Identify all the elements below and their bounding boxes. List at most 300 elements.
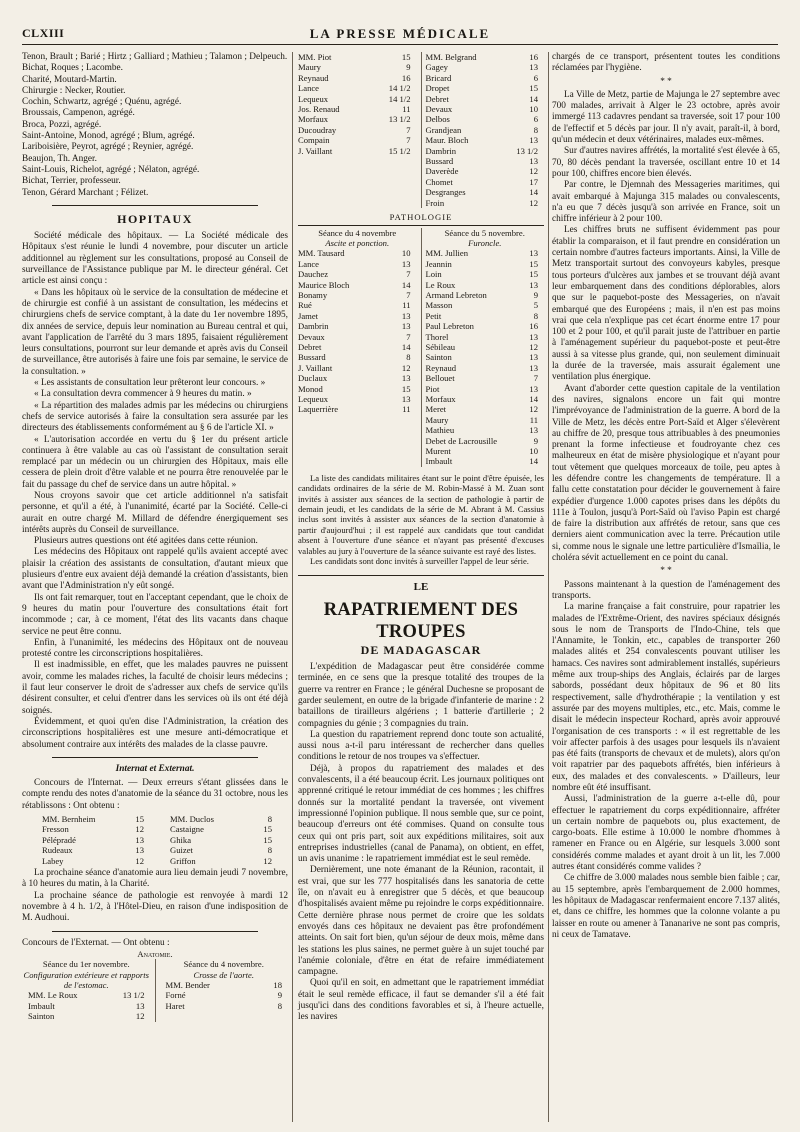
pathology-left [298, 228, 421, 467]
candidate-name: Jeannin [425, 258, 452, 269]
list-line: Tenon, Gérard Marchant ; Félizet. [22, 187, 149, 198]
candidate-name: Lance [298, 83, 319, 94]
score-row [28, 1011, 151, 1021]
candidate-score: 10 [529, 446, 538, 457]
pathology-right [421, 228, 545, 467]
candidate-score: 9 [406, 62, 411, 73]
article-continued [552, 580, 780, 942]
candidate-score: 13 [529, 362, 538, 373]
candidate-name: J. Vaillant [298, 362, 333, 373]
list-line: Bichat, Terrier, professeur. [22, 176, 121, 187]
candidate-score: 12 [529, 341, 538, 352]
internat-notes [22, 868, 288, 924]
candidate-name: Bonamy [298, 289, 328, 300]
candidate-name: Ducoudray [298, 124, 337, 135]
score-row [426, 342, 545, 352]
score-row [298, 342, 417, 352]
candidate-score: 13 [529, 248, 538, 259]
list-line: Broussais, Campenon, agrégé. [22, 108, 135, 119]
candidate-score: 15 [263, 834, 272, 845]
score-row [298, 125, 417, 135]
candidate-score: 13 [529, 279, 538, 290]
candidate-score: 7 [533, 373, 538, 384]
score-row [426, 269, 545, 279]
list-line: Saint-Antoine, Monod, agrégé ; Blum, agrégé. [22, 131, 195, 142]
score-row [426, 73, 545, 83]
candidate-name: Haret [165, 1000, 185, 1011]
score-row [426, 321, 545, 331]
candidate-score: 8 [406, 352, 411, 363]
candidate-name: Debret [298, 341, 322, 352]
surgeon-list [22, 52, 288, 199]
score-row [426, 436, 545, 446]
score-row [426, 404, 545, 414]
score-row [426, 259, 545, 269]
score-row [298, 104, 417, 114]
externat-right [155, 959, 289, 1021]
column-divider [292, 52, 293, 1122]
candidate-name: MM. Jullien [425, 248, 468, 259]
score-row [170, 814, 278, 824]
candidate-score: 13 [401, 321, 411, 332]
anatomy-scores-left [298, 52, 421, 208]
paragraph: La question du rapatriement reprend donc toute son actualité, aussi nous a-t-il paru intéressant de rechercher dans quelles conditions le retour de nos troupes va s'effectuer. [298, 729, 544, 763]
pathology-score-list [426, 248, 545, 467]
score-row [42, 845, 150, 855]
candidate-name: Guizet [170, 845, 193, 856]
candidate-name: Piot [425, 383, 440, 394]
externat-left [22, 959, 155, 1021]
score-row [426, 156, 545, 166]
candidate-score: 7 [406, 135, 411, 146]
candidate-name: Devaux [425, 104, 453, 115]
paragraph: « Dans les hôpitaux où le service de la consultation de médecine et de chirurgie est confié à un assistant de consultation, les médecins et chirurgiens chefs de service comptant, à la date du 1er novembre 1895, dix années de service, depuis leur nomination au Bureau central et qui, avant l'application de l'arrêté du 3 mars 1895, faisaient régulièrement leurs consultations, pourront sur leur demande et après avis du Conseil de surveillance, être autorisés à faire une fois par semaine, le service de la consultation. » [22, 287, 288, 377]
session-topic: Furoncle. [468, 237, 502, 248]
score-row [298, 321, 417, 331]
score-row [426, 94, 545, 104]
score-row [426, 363, 545, 373]
candidate-score: 13 [529, 331, 538, 342]
candidate-score: 10 [401, 248, 411, 259]
column-divider [548, 52, 549, 1122]
score-row [170, 845, 278, 855]
candidate-score: 8 [533, 124, 538, 135]
paragraph: Les médecins des Hôpitaux ont rappelé qu'ils avaient accepté avec plaisir la création des assistants de consultation, d'autant mieux que plusieurs d'entre eux avaient déjà demandé la création d'assistants, bien avant que l'Administration n'y eût songé. [22, 547, 288, 592]
candidate-score: 13 [529, 135, 538, 146]
candidate-name: Debet de Lacrousille [425, 435, 498, 446]
score-row [298, 146, 417, 156]
score-row [298, 83, 417, 93]
score-row [298, 62, 417, 72]
section-rule [298, 225, 544, 226]
score-row [42, 835, 150, 845]
candidate-score: 11 [402, 104, 411, 115]
candidate-score: 11 [529, 414, 538, 425]
candidate-name: Rudeaux [42, 845, 73, 856]
candidate-name: Dambrin [425, 145, 457, 156]
score-row [426, 166, 545, 176]
candidate-score: 13 1/2 [516, 145, 538, 156]
score-row [170, 856, 278, 866]
candidate-name: Lance [298, 258, 319, 269]
candidate-score: 8 [267, 845, 272, 856]
candidate-score: 7 [406, 124, 411, 135]
score-row [298, 280, 417, 290]
paragraph: Par contre, le Djemnah des Messageries maritimes, qui avait embarqué à Majunga 315 malades ou convalescents, n'a eu que 7 décès jusqu'à son arrivée en France, soit un chiffre inférieur à 2 pour 100. [552, 180, 780, 225]
score-row [426, 373, 545, 383]
pathology-score-list [298, 248, 417, 415]
candidate-name: Debret [425, 93, 449, 104]
candidate-name: Bussard [298, 352, 326, 363]
score-row [298, 384, 417, 394]
column-right [552, 52, 780, 941]
candidate-score: 14 [401, 341, 411, 352]
candidate-score: 5 [533, 300, 538, 311]
candidate-name: Petit [425, 310, 442, 321]
candidate-name: Forné [165, 990, 186, 1001]
column-middle [298, 52, 544, 1024]
score-row [298, 135, 417, 145]
candidate-name: Mathieu [425, 425, 455, 436]
page-header [22, 26, 778, 44]
candidate-name: Paul Lebreton [425, 321, 474, 332]
session-date: Séance du 4 novembre. [183, 959, 264, 970]
candidate-name: MM. Tausard [298, 248, 345, 259]
score-row [298, 290, 417, 300]
score-row [298, 352, 417, 362]
score-row [298, 363, 417, 373]
paragraph: Passons maintenant à la question de l'aménagement des transports. [552, 579, 780, 601]
candidate-score: 13 [401, 310, 411, 321]
candidate-score: 9 [533, 289, 538, 300]
candidate-score: 14 [529, 93, 538, 104]
score-row [170, 824, 278, 834]
paragraph: Nous croyons savoir que cet article additionnel n'a satisfait personne, et qu'il a été, à l'unanimité, écarté par la Société. Celle-ci aurait en outre chargé M. Millard de défendre énergiquement ses intérêts auprès du Conseil de surveillance. [22, 490, 288, 535]
candidate-score: 13 [401, 373, 411, 384]
score-row [298, 114, 417, 124]
candidate-name: Jamet [298, 310, 319, 321]
candidate-name: Duclaux [298, 373, 328, 384]
candidate-name: Bussard [425, 156, 454, 167]
candidate-score: 15 [401, 383, 411, 394]
candidate-score: 15 [263, 824, 272, 835]
candidate-score: 13 [401, 258, 411, 269]
candidate-score: 12 [135, 1011, 145, 1022]
candidate-name: Bellouet [425, 373, 455, 384]
paragraph: chargés de ce transport, présentent toutes les conditions réclamées par l'hygiène. [552, 52, 780, 74]
candidate-score: 13 [135, 845, 144, 856]
candidate-score: 17 [529, 176, 538, 187]
candidate-score: 13 [529, 62, 538, 73]
score-row [426, 187, 545, 197]
score-row [298, 394, 417, 404]
list-line: Bichat, Roques ; Lacombe. [22, 63, 123, 74]
internat-scores [42, 814, 278, 866]
score-row [426, 311, 545, 321]
list-line: Beaujon, Th. Anger. [22, 153, 97, 164]
candidate-score: 7 [406, 289, 411, 300]
candidate-name: Thorel [425, 331, 449, 342]
score-row [426, 114, 545, 124]
candidate-score: 11 [402, 300, 411, 311]
list-line: Saint-Louis, Richelot, agrégé ; Nélaton, agrégé. [22, 164, 200, 175]
candidate-name: Sainton [425, 352, 452, 363]
score-row [426, 384, 545, 394]
candidate-score: 9 [533, 435, 538, 446]
paragraph: La prochaine séance d'anatomie aura lieu demain jeudi 7 novembre, à 10 heures du matin, à la Charité. [22, 868, 288, 890]
score-row [42, 856, 150, 866]
candidate-score: 14 [529, 187, 538, 198]
score-row [426, 248, 545, 258]
externat-paragraph: Concours de l'Externat. — Ont obtenu : [22, 937, 170, 948]
score-row [298, 94, 417, 104]
page-number: CLXIII [22, 26, 65, 40]
score-row [426, 62, 545, 72]
score-row [426, 280, 545, 290]
candidate-name: Armand Lebreton [425, 289, 487, 300]
candidate-score: 14 [529, 394, 538, 404]
session-topic: Crosse de l'aorte. [193, 969, 254, 980]
candidate-name: Labey [42, 855, 64, 866]
session-date: Séance du 5 novembre. [444, 227, 525, 238]
candidate-name: Loin [425, 269, 442, 280]
score-row [426, 198, 545, 208]
candidate-score: 16 [529, 52, 538, 62]
section-title: HOPITAUX [117, 211, 193, 226]
session-topic: Configuration extérieure et rapports de l'estomac. [23, 969, 149, 991]
candidate-name: Dropet [425, 83, 450, 94]
score-row [298, 373, 417, 383]
candidate-name: Imbault [28, 1000, 55, 1011]
candidate-score: 15 [401, 52, 411, 62]
candidate-name: Masson [425, 300, 453, 311]
candidates-note [298, 473, 544, 567]
candidate-name: Le Roux [425, 279, 456, 290]
candidate-score: 13 1/2 [122, 990, 145, 1001]
score-row [166, 980, 289, 990]
candidate-name: Lequeux [298, 93, 329, 104]
score-row [426, 446, 545, 456]
candidate-name: MM. Piot [298, 52, 332, 62]
paragraph: Société médicale des hôpitaux. — La Société médicale des Hôpitaux s'est réunie le lundi 4 novembre, pour discuter un article additionnel au règlement sur les consultations, proposé au Conseil de surveillance de l'Assistance publique par M. le directeur général. Cet article est ainsi conçu : [22, 231, 288, 287]
candidate-name: Maury [298, 62, 321, 73]
candidate-name: J. Vaillant [298, 145, 333, 156]
candidate-score: 16 [401, 72, 411, 83]
candidate-score: 8 [533, 310, 538, 321]
session-topic: Ascite et ponction. [325, 237, 390, 248]
candidate-score: 16 [529, 321, 538, 332]
candidate-name: Rué [298, 300, 312, 311]
paragraph: Avant d'aborder cette question capitale de la ventilation des navires, signalons encore un fait qui montre l'imprévoyance de l'administration de la guerre. A bord de la Ville de Metz, les décès entre Port-Saïd et Alger s'élevèrent au chiffre de 20, presque tous attribuables à des pneumonies prenant la forme infectieuse et foudroyante chez ces malheureux en état de misère physiologique et n'ayant pour tout vêtement que quelques morceaux de toile, peu aptes à les défendre contre les changements de température. Il a fallu cette constatation pour décider le gouvernement à faire expédier d'urgence 1.000 capotes prises dans les dépôts du 111e à Toulon, jusqu'à Port-Saïd où l'aviso Papin est chargé de faire la distribution aux affrétés de retour, sans que ces derniers aient communication avec la terre. Précaution utile si, comme nous le signale une lettre particulière d'Ismaïlia, le choléra sévit actuellement en ce point du canal. [552, 383, 780, 564]
section-rule [298, 575, 544, 576]
externat-score-list [166, 980, 289, 1011]
score-row [426, 456, 545, 466]
candidate-name: Morfaux [425, 394, 456, 404]
candidate-score: 15 [529, 258, 538, 269]
paragraph: Il est inadmissible, en effet, que les malades pauvres ne puissent avoir, comme les malades riches, la faculté de choisir leurs médecins ; il faut leur conserver le droit de s'adresser aux chefs de service qu'ils désirent consulter, et celui d'entrer dans les services où ils ont été déjà soignés. [22, 660, 288, 716]
score-row [426, 83, 545, 93]
candidate-score: 7 [406, 331, 411, 342]
candidate-name: Monod [298, 383, 323, 394]
internat-scores-left [42, 814, 150, 866]
score-row [42, 824, 150, 834]
candidate-name: Maury [425, 414, 449, 425]
column-left [22, 52, 288, 1022]
paragraph: Enfin, à l'unanimité, les médecins des Hôpitaux ont de nouveau protesté contre les circonscriptions hospitalières. [22, 637, 288, 660]
section-rule [52, 931, 258, 932]
candidate-score: 13 [401, 394, 411, 404]
candidate-score: 12 [529, 197, 538, 208]
candidate-score: 18 [273, 980, 282, 991]
header-rule [22, 44, 778, 45]
candidate-score: 14 [529, 456, 538, 467]
candidate-score: 8 [267, 814, 272, 824]
candidate-name: Froin [425, 197, 445, 208]
candidate-name: Maur. Bloch [425, 135, 469, 146]
candidate-score: 13 [135, 834, 144, 845]
externat-score-list [28, 990, 151, 1021]
candidate-score: 11 [402, 404, 411, 415]
score-row [426, 415, 545, 425]
paragraph: Quoi qu'il en soit, en admettant que le rapatriement immédiat était le seul remède efficace, il faut se demander s'il a été fait jusqu'ici dans des conditions favorables et si, à l'heure actuelle, les navires [298, 978, 544, 1023]
newspaper-title: LA PRESSE MÉDICALE [309, 26, 491, 41]
candidate-name: MM. Duclos [170, 814, 214, 824]
section-rule [52, 757, 258, 758]
list-line: Cochin, Schwartz, agrégé ; Quénu, agrégé. [22, 97, 182, 108]
candidate-score: 14 1/2 [388, 83, 411, 94]
paragraph: L'expédition de Madagascar peut être considérée comme terminée, en ce sens que la presque totalité des troupes de la guerre va rentrer en France ; le général Duchesne se proposant de garder seulement, en outre de la brigade d'infanterie de marine : 2 bataillons de tirailleurs algériens ; 1 batterie d'artillerie ; 2 compagnies du génie ; 3 compagnies du train. [298, 662, 544, 729]
candidate-name: Reynaud [298, 72, 329, 83]
paragraph: Plusieurs autres questions ont été agitées dans cette réunion. [34, 536, 258, 547]
candidate-name: Pélépradé [42, 834, 76, 845]
candidate-name: Desgranges [425, 187, 466, 198]
candidate-score: 13 [529, 156, 538, 167]
paragraph: « Les assistants de consultation leur prêteront leur concours. » [34, 378, 266, 389]
candidate-name: Morfaux [298, 114, 329, 125]
article-continued [552, 52, 780, 75]
list-line: Tenon, Brault ; Barié ; Hirtz ; Galliard ; Mathieu ; Talamon ; Delpeuch. [22, 52, 288, 62]
candidate-score: 12 [401, 362, 411, 373]
list-line: Charité, Moutard-Martin. [22, 74, 117, 85]
score-row [426, 290, 545, 300]
candidate-name: MM. Le Roux [28, 990, 78, 1001]
candidate-name: Laquerrière [298, 404, 339, 415]
article-pre-title: LE [413, 580, 429, 593]
candidate-score: 12 [529, 166, 538, 177]
score-row [28, 1001, 151, 1011]
candidate-name: MM. Belgrand [425, 52, 477, 62]
candidate-name: Gagey [425, 62, 448, 73]
article-subtitle: DE MADAGASCAR [360, 642, 482, 657]
paragraph: Sur d'autres navires affrétés, la mortalité s'est élevée à 65, 70, 80 décès pendant la traversée, oscillant entre 10 et 14 pour 100, chiffres encore bien élevés. [552, 146, 780, 179]
candidate-name: Delbos [425, 114, 450, 125]
candidate-score: 15 [529, 83, 538, 94]
paragraph: Aussi, l'administration de la guerre a-t-elle dû, pour effectuer le rapatriement du corps expéditionnaire, affréter un certain nombre de paquebots ou, plus exactement, de cargo-boats. Elle estime à 10.000 le nombre d'hommes à ramener en France ou en Algérie, sur lesquels 3.000 sont considérés comme malades et ayant droit à un lit, les 7.000 autres étant considérés comme valides ? [552, 794, 780, 873]
candidate-score: 9 [277, 990, 282, 1001]
candidate-name: Devaux [298, 331, 325, 342]
paragraph: La Ville de Metz, partie de Majunga le 27 septembre avec 700 malades, arrivait à Alger le 23 octobre, après avoir immergé 113 cadavres pendant sa traversée, soit 17 pour 100 de l'effectif et 5 décès par jour. Il n'y avait, paraît-il, à bord, qu'un médecin et deux vétérinaires, malades eux-mêmes. [552, 89, 780, 146]
score-row [426, 146, 545, 156]
score-row [426, 125, 545, 135]
candidate-score: 13 [529, 352, 538, 363]
candidate-score: 13 [529, 383, 538, 394]
score-row [42, 814, 150, 824]
paragraph: Les chiffres bruts ne suffisent évidemment pas pour établir la comparaison, et il faut prendre en considération un certain nombre d'autres facteurs importants. Ainsi, la Ville de Metz transportait surtout des convoyeurs kabyles, presque tous porteurs d'ulcères aux jambes et se trouvant déjà avant leur embarquement dans des conditions déplorables, alors que sur le paquebot-poste des Messageries, on n'avait embarqué que des Européens ; mais, il n'en est pas moins vrai que cela n'explique pas cet écart énorme entre 17 pour 100 et 2 pour 100, et qu'il parait juste de l'attribuer en partie à l'aménagement supérieur du paquebot-poste et peut-être aussi à sa vitesse plus grande, qui, non seulement diminuait la durée de la traversée, mais assurait également une ventilation plus énergique. [552, 225, 780, 383]
candidate-score: 6 [533, 72, 538, 83]
candidate-score: 14 [401, 279, 411, 290]
score-row [298, 259, 417, 269]
paragraph: « La répartition des malades admis par les médecins ou chirurgiens chefs de service autorisés à faire la consultation sera assurée par les directeurs des établissements conformément au § 6 de l'article XI. » [22, 400, 288, 434]
candidate-name: Compain [298, 135, 330, 146]
candidate-score: 12 [529, 404, 538, 415]
candidate-name: Dauchez [298, 269, 329, 280]
anatomy-scores [298, 52, 544, 208]
candidate-score: 12 [263, 855, 272, 866]
score-row [298, 300, 417, 310]
candidate-name: Griffon [170, 855, 196, 866]
candidate-score: 12 [135, 855, 144, 866]
candidate-name: Meret [425, 404, 447, 415]
article-title: RAPATRIEMENT DES TROUPES [323, 599, 519, 642]
pathology-title: PATHOLOGIE [389, 212, 453, 223]
paragraph: Ils ont fait remarquer, tout en l'acceptant cependant, que le choix de 9 heures du matin pour l'ouverture des consultations était fort incommode ; car, à ce moment, l'état des lits vacants dans chaque service ne peut être connu. [22, 592, 288, 637]
internat-paragraph: Concours de l'Internat. — Deux erreurs s'étant glissées dans le compte rendu des notes d'anatomie de la séance du 31 octobre, nous les rétablissons : Ont obtenu : [22, 778, 288, 811]
candidate-name: Lequeux [298, 394, 329, 404]
candidate-score: 8 [277, 1000, 282, 1011]
score-row [298, 311, 417, 321]
candidate-score: 6 [533, 114, 538, 125]
score-row [298, 404, 417, 414]
paragraph: Dernièrement, une note émanant de la Réunion, racontait, il est vrai, que sur les 777 hospitalisés dans les sanatoria de cette île, on n'avait eu à enregistrer que 5 décès, et que beaucoup d'hospitalisés avaient même pu rejoindre le corps expéditionnaire. Cette dernière phrase nous permet de croire que les soldats envoyés dans ces hôpitaux ne devaient pas être profondément atteints. On sait fort bien, qu'un séjour de deux mois, même dans les stations les plus saines, ne permet guère à un sujet touché par l'anémie coloniale, d'être en état de refaire immédiatement campagne. [298, 865, 544, 978]
session-date: Séance du 4 novembre [318, 227, 397, 238]
paragraph: Évidemment, et quoi qu'en dise l'Administration, la création des circonscriptions hospitalières est une mesure anti-démocratique et absolument contraire aux intérêts des malades de la classe pauvre. [22, 716, 288, 750]
candidate-score: 13 [135, 1000, 145, 1011]
score-row [298, 248, 417, 258]
candidate-score: 10 [529, 104, 538, 115]
candidate-score: 15 [529, 269, 538, 280]
score-row [426, 177, 545, 187]
score-row [166, 990, 289, 1000]
candidate-score: 15 1/2 [388, 145, 411, 156]
paragraph: La liste des candidats militaires étant sur le point d'être épuisée, les candidats ordinaires de la série de M. Robin-Massé à M. Zuan sont invités à assister aux séances de la section de pathologie à partir de demain jeudi, et les candidats de la série de M. Abrant à M. Cassius inclus sont invités à assister aux séances de la section d'anatomie à partir d'aujourd'hui ; il est rappelé aux candidats que tout candidat absent à l'ouverture d'une séance et n'ayant pas présenté d'excuses valables au jury à l'ouverture de la séance suivante est rayé des listes. [298, 472, 544, 556]
article-continued [552, 90, 780, 564]
section-rule [52, 205, 258, 206]
candidate-score: 15 [135, 814, 144, 824]
candidate-name: Castaigne [170, 824, 204, 835]
pathology-scores [298, 228, 544, 467]
list-line: Lariboisière, Peyrot, agrégé ; Reynier, agrégé. [22, 142, 194, 153]
candidate-name: Sainton [28, 1011, 55, 1022]
candidate-score: 14 1/2 [388, 93, 411, 104]
candidate-score: 12 [135, 824, 144, 835]
candidate-name: Grandjean [425, 124, 462, 135]
candidate-name: Murent [425, 446, 451, 457]
score-row [426, 425, 545, 435]
candidate-name: Ghika [170, 834, 192, 845]
score-row [426, 352, 545, 362]
section-asterism: * * [660, 566, 672, 577]
candidate-name: Maurice Bloch [298, 279, 350, 290]
candidate-name: Jos. Renaud [298, 104, 340, 115]
candidate-score: 13 1/2 [388, 114, 411, 125]
score-row [298, 52, 417, 62]
candidate-name: Reynaud [425, 362, 457, 373]
section-asterism: * * [660, 76, 672, 87]
internat-scores-right [170, 814, 278, 866]
paragraph: Ce chiffre de 3.000 malades nous semble bien faible ; car, au 15 septembre, après l'embarquement de 2.000 hommes, les hôpitaux de Madagascar renfermaient encore 7.137 alités, et, dans ce chiffre, les hommes que la colonne volante a pu laisser en route ou amener à Tananarive ne sont pas compris, ni ceux de Tamatave. [552, 873, 780, 940]
paragraph: La marine française a fait construire, pour rapatrier les malades de l'Extrême-Orient, des navires spéciaux désignés sous le nom de Transports de l'Indo-Chine, tels que l'Annamite, le Tonkin, etc., capables de transporter 260 malades alités et 254 convalescents pouvant utiliser les hamacs. Ces navires sont admirablement installés, supérieurs même aux troup-ships des Anglais, éclairés par de larges sabords, possédant deux hôpitaux de 96 et 80 lits respectivement, salle d'hydrothérapie ; la ventilation y est assurée par des moyens multiples, etc., etc. Mais, comme le disait le médecin inspecteur Rochard, après avoir approuvé l'organisation de ces transports : « il est regrettable de les voir affecter parfois à des usages pour lesquels ils n'avaient pas été faits (transports de chevaux et de mulets), alors qu'on voit rapatrier par des paquebots affrétés, bien inférieurs à eux, des malades et des convalescents. » D'ailleurs, leur nombre eût été insuffisant. [552, 602, 780, 793]
hopitaux-article [22, 231, 288, 751]
